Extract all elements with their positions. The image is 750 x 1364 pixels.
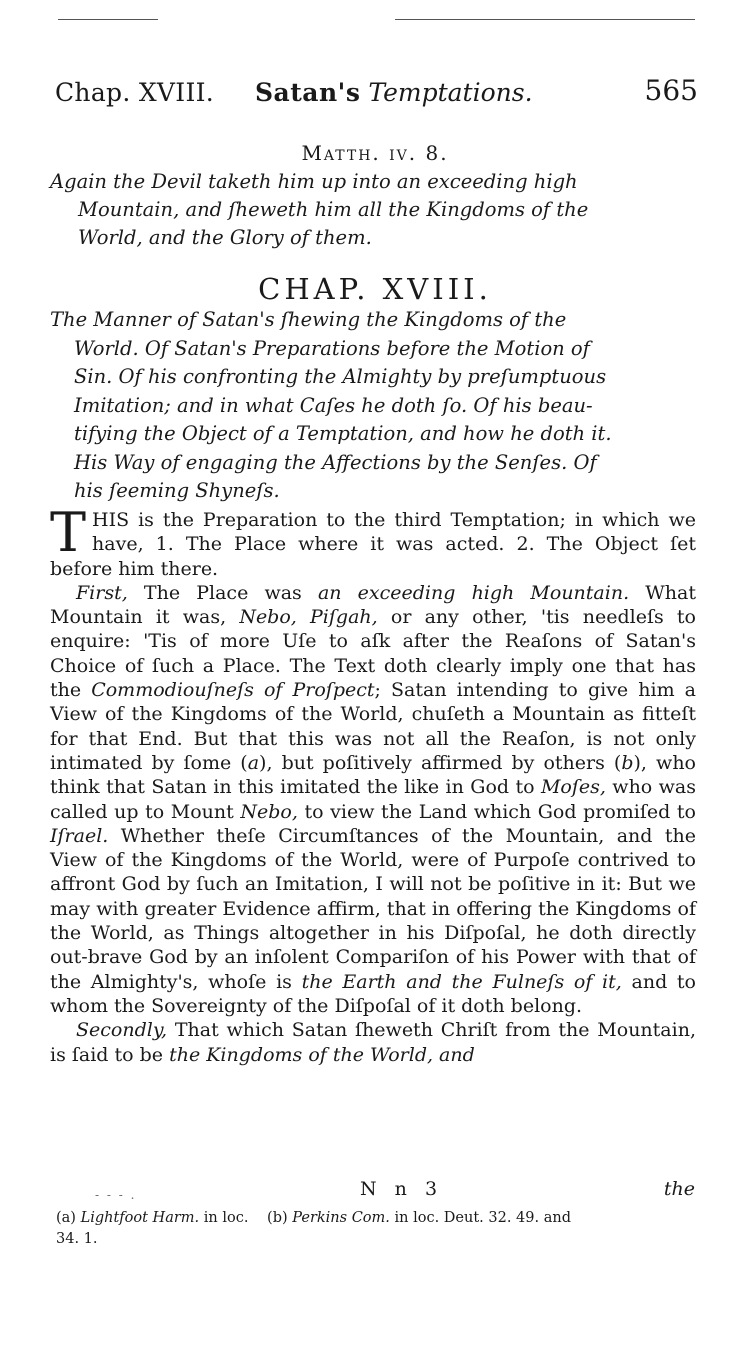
- scripture-quote: [50, 168, 702, 252]
- paragraph-3: [50, 1018, 696, 1067]
- p2-italic: the Earth and the Fulneſs of it,: [301, 970, 622, 993]
- p3-italic: the Kingdoms of the World, and: [169, 1043, 475, 1066]
- footnote-b-source: Perkins Com.: [292, 1210, 390, 1226]
- summary-line: The Manner of Satan's ſhewing the Kingdoms of the: [50, 308, 567, 331]
- top-rule-left: [58, 19, 158, 20]
- p2-lead: First,: [76, 581, 128, 604]
- catchword: the: [663, 1178, 695, 1200]
- header-chapter: Chap. XVIII.: [55, 78, 215, 107]
- footnote-a-loc: in loc.: [203, 1210, 249, 1226]
- p2-text: What Mountain it was,: [50, 581, 696, 629]
- p2-italic: an exceeding high Mountain.: [317, 581, 630, 604]
- chapter-summary: [50, 306, 702, 506]
- summary-line: Imitation; and in what Caſes he doth ſo. Of his beau-: [74, 393, 593, 417]
- quote-line: World, and the Glory of them.: [78, 226, 372, 249]
- p2-italic: Iſrael.: [50, 824, 109, 847]
- page-number: 565: [644, 74, 698, 107]
- p2-italic: Nebo,: [240, 800, 298, 823]
- p2-text: ), who think that Satan in this imitated the like in God to: [50, 751, 696, 799]
- footnote-a-source: Lightfoot Harm.: [80, 1210, 200, 1226]
- footnote-a-mark: (a): [56, 1210, 76, 1226]
- footnote-b-loc: in loc. Deut. 32. 49. and: [394, 1210, 571, 1226]
- p2-text: The Place was: [127, 581, 318, 604]
- p2-text: ), but poſitively affirmed by others (: [259, 751, 622, 774]
- signature-mark: N n 3: [360, 1178, 444, 1200]
- footnote-b-mark: (b): [267, 1210, 288, 1226]
- paragraph-2: [50, 581, 696, 1018]
- p2-text: to view the Land which God promiſed to: [297, 800, 696, 823]
- body-text: [50, 501, 697, 1067]
- quote-line: Again the Devil taketh him up into an exceeding high: [50, 170, 578, 193]
- p2-italic: a: [247, 751, 260, 774]
- summary-line: World. Of Satan's Preparations before the Motion of: [74, 336, 590, 360]
- paragraph-1-text: HIS is the Preparation to the third Temptation; in which we have, 1. The Place where it was acted. 2. The Object ſet before him there.: [50, 509, 696, 580]
- p2-text: ; Satan intending to give him a View of the Kingdoms of the World, chuſeth a Mountain as fitteſt for that End. But that this was not all the Reaſon, is not only intimated by ſome (: [50, 679, 697, 774]
- summary-line: His Way of engaging the Affections by the Senſes. Of: [74, 450, 597, 474]
- header-title: [255, 78, 533, 107]
- p2-italic: b: [621, 751, 634, 774]
- p2-text: or any other, 'tis needleſs to enquire: 'Tis of more Uſe to aſk after the Reaſons of Satan's Choice of ſuch a Place. The Text doth clearly imply one that has the: [50, 606, 696, 702]
- top-rule-right: [395, 19, 695, 20]
- summary-line: Sin. Of his confronting the Almighty by preſumptuous: [74, 365, 607, 388]
- summary-line: tifying the Object of a Temptation, and how he doth it.: [74, 422, 612, 445]
- footnotes: [56, 1208, 702, 1250]
- faint-marks: - - - .: [95, 1188, 137, 1202]
- scripture-reference: Matth. iv. 8.: [301, 141, 449, 165]
- header-title-italic: Temptations.: [368, 78, 533, 107]
- p3-text: That which Satan ſheweth Chriſt from the Mountain, is ſaid to be: [50, 1019, 696, 1066]
- p2-text: and to whom the Sovereignty of the Diſpoſal of it doth belong.: [50, 970, 696, 1017]
- quote-line: Mountain, and ſheweth him all the Kingdoms of the: [78, 198, 589, 221]
- p2-italic: Nebo, Piſgah,: [239, 606, 378, 629]
- paragraph-1: [50, 501, 696, 581]
- drop-cap: T: [50, 501, 87, 564]
- p2-italic: Moſes,: [540, 776, 606, 799]
- summary-line: his ſeeming Shyneſs.: [74, 479, 280, 502]
- p3-lead: Secondly,: [76, 1019, 168, 1042]
- header-title-black: Satan's: [255, 78, 361, 107]
- p2-italic: Commodiouſneſs of Proſpect: [91, 679, 375, 702]
- footnote-continuation: 34. 1.: [56, 1231, 98, 1247]
- chapter-title: CHAP. XVIII.: [258, 272, 492, 306]
- p2-text: who was called up to Mount: [50, 776, 696, 823]
- running-header: [55, 70, 700, 116]
- p2-text: Whether theſe Circumſtances of the Mountain, and the View of the Kingdoms of the World, were of Purpoſe contrived to affront God by ſuch an Imitation, I will not be poſitive in it: But we may with greater Evidence affirm, that in offering the Kingdoms of the World, as Things altogether in his Diſpoſal, he doth directly out-brave God by an inſolent Compariſon of his Power with that of the Almighty's, whoſe is: [50, 824, 696, 993]
